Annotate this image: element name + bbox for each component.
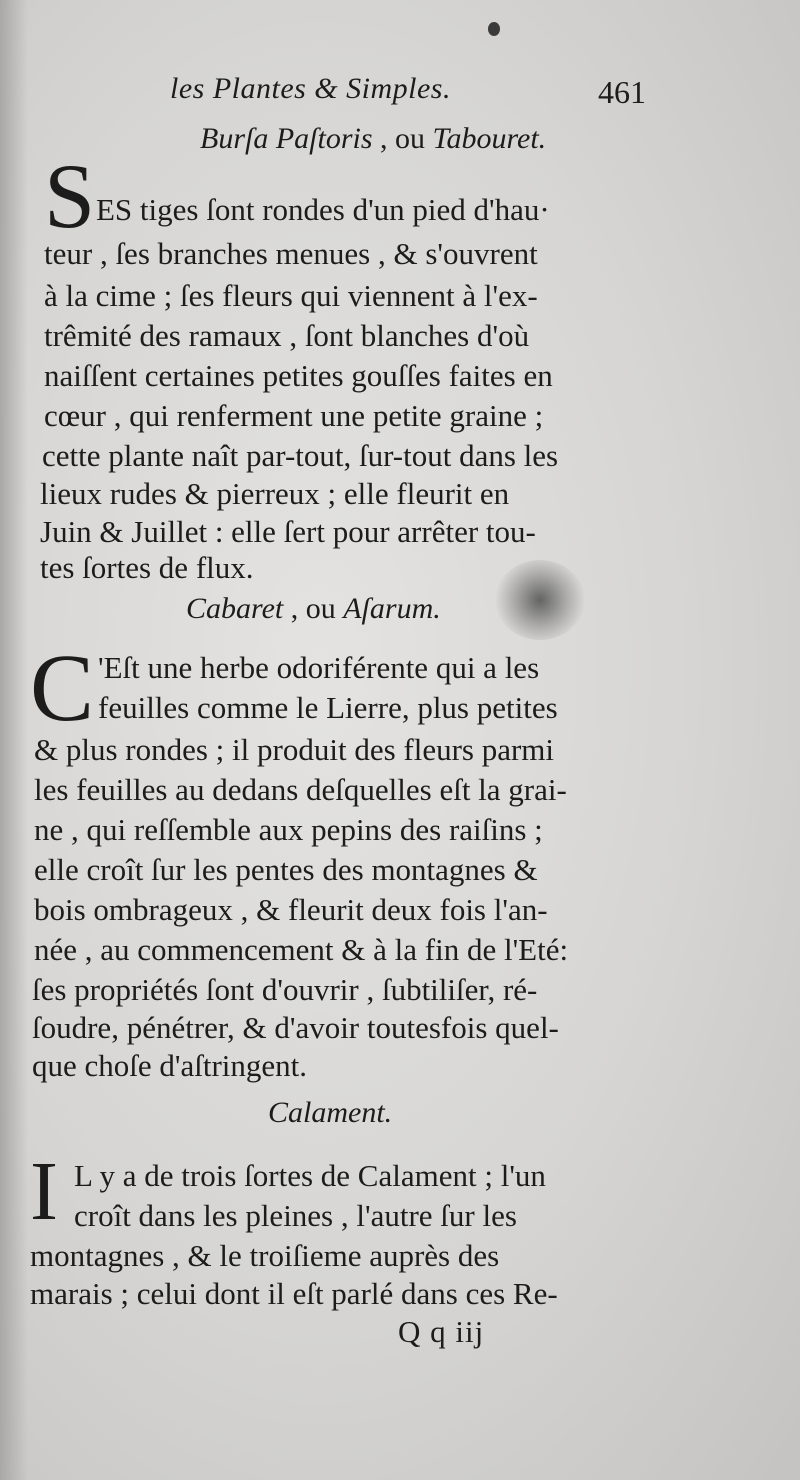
text-line: ſes propriétés ſont d'ouvrir , ſubtiliſer, ré-: [32, 972, 538, 1007]
text-line: naiſſent certaines petites gouſſes faites en: [44, 358, 553, 393]
text-line: Juin & Juillet : elle ſert pour arrêter tou-: [40, 514, 536, 549]
ink-speck: [488, 22, 500, 36]
text-line: & plus rondes ; il produit des fleurs parmi: [34, 732, 555, 767]
text-line: ſoudre, pénétrer, & d'avoir toutesfois quel-: [32, 1010, 559, 1045]
drop-cap: C: [30, 634, 95, 741]
text-line: à la cime ; ſes fleurs qui viennent à l'ex-: [44, 278, 538, 313]
section-title-part: Burſa Paſtoris: [200, 122, 373, 155]
text-line: cette plante naît par-tout, ſur-tout dans les: [42, 438, 559, 473]
text-line: cœur , qui renferment une petite graine ;: [44, 398, 544, 433]
section-title-part: Aſarum.: [343, 592, 441, 625]
section-title-part: , ou: [372, 122, 433, 155]
drop-cap: I: [30, 1145, 58, 1238]
text-line: 'Eſt une herbe odoriférente qui a les: [98, 650, 540, 685]
text-line: croît dans les pleines , l'autre ſur les: [74, 1198, 517, 1233]
text-line: née , au commencement & à la fin de l'Eté:: [34, 932, 569, 967]
ink-stain: [495, 560, 585, 640]
text-line: lieux rudes & pierreux ; elle fleurit en: [40, 476, 510, 511]
text-line: elle croît ſur les pentes des montagnes &: [34, 852, 538, 887]
page-edge-shadow: [0, 0, 28, 1480]
text-line: tes ſortes de flux.: [40, 550, 254, 585]
section-title-bursa-pastoris: [200, 122, 546, 156]
text-line: les feuilles au dedans deſquelles eſt la grai-: [34, 772, 567, 807]
text-line: trêmité des ramaux , ſont blanches d'où: [44, 318, 530, 353]
text-line: que choſe d'aſtringent.: [32, 1048, 308, 1083]
section-title-part: Calament.: [268, 1096, 393, 1129]
section-title-part: Tabouret.: [432, 122, 547, 155]
section-title-part: , ou: [283, 592, 344, 625]
page-number: 461: [598, 74, 646, 110]
section-title-cabaret: [186, 592, 441, 626]
text-line: montagnes , & le troiſieme auprès des: [30, 1238, 500, 1273]
signature-mark: Q q iij: [398, 1314, 485, 1349]
text-line: ne , qui reſſemble aux pepins des raiſins ;: [34, 812, 543, 847]
section-title-calament: [268, 1096, 392, 1130]
text-line: marais ; celui dont il eſt parlé dans ces Re-: [30, 1276, 558, 1311]
text-line: bois ombrageux , & fleurit deux fois l'an-: [34, 892, 548, 927]
text-line: teur , ſes branches menues , & s'ouvrent: [44, 236, 538, 271]
text-line: feuilles comme le Lierre, plus petites: [98, 690, 558, 725]
section-title-part: Cabaret: [186, 592, 284, 625]
drop-cap: S: [44, 145, 96, 247]
text-line: ES tiges ſont rondes d'un pied d'hau·: [96, 192, 550, 227]
running-head: les Plantes & Simples.: [170, 72, 451, 105]
text-line: L y a de trois ſortes de Calament ; l'un: [74, 1158, 546, 1193]
